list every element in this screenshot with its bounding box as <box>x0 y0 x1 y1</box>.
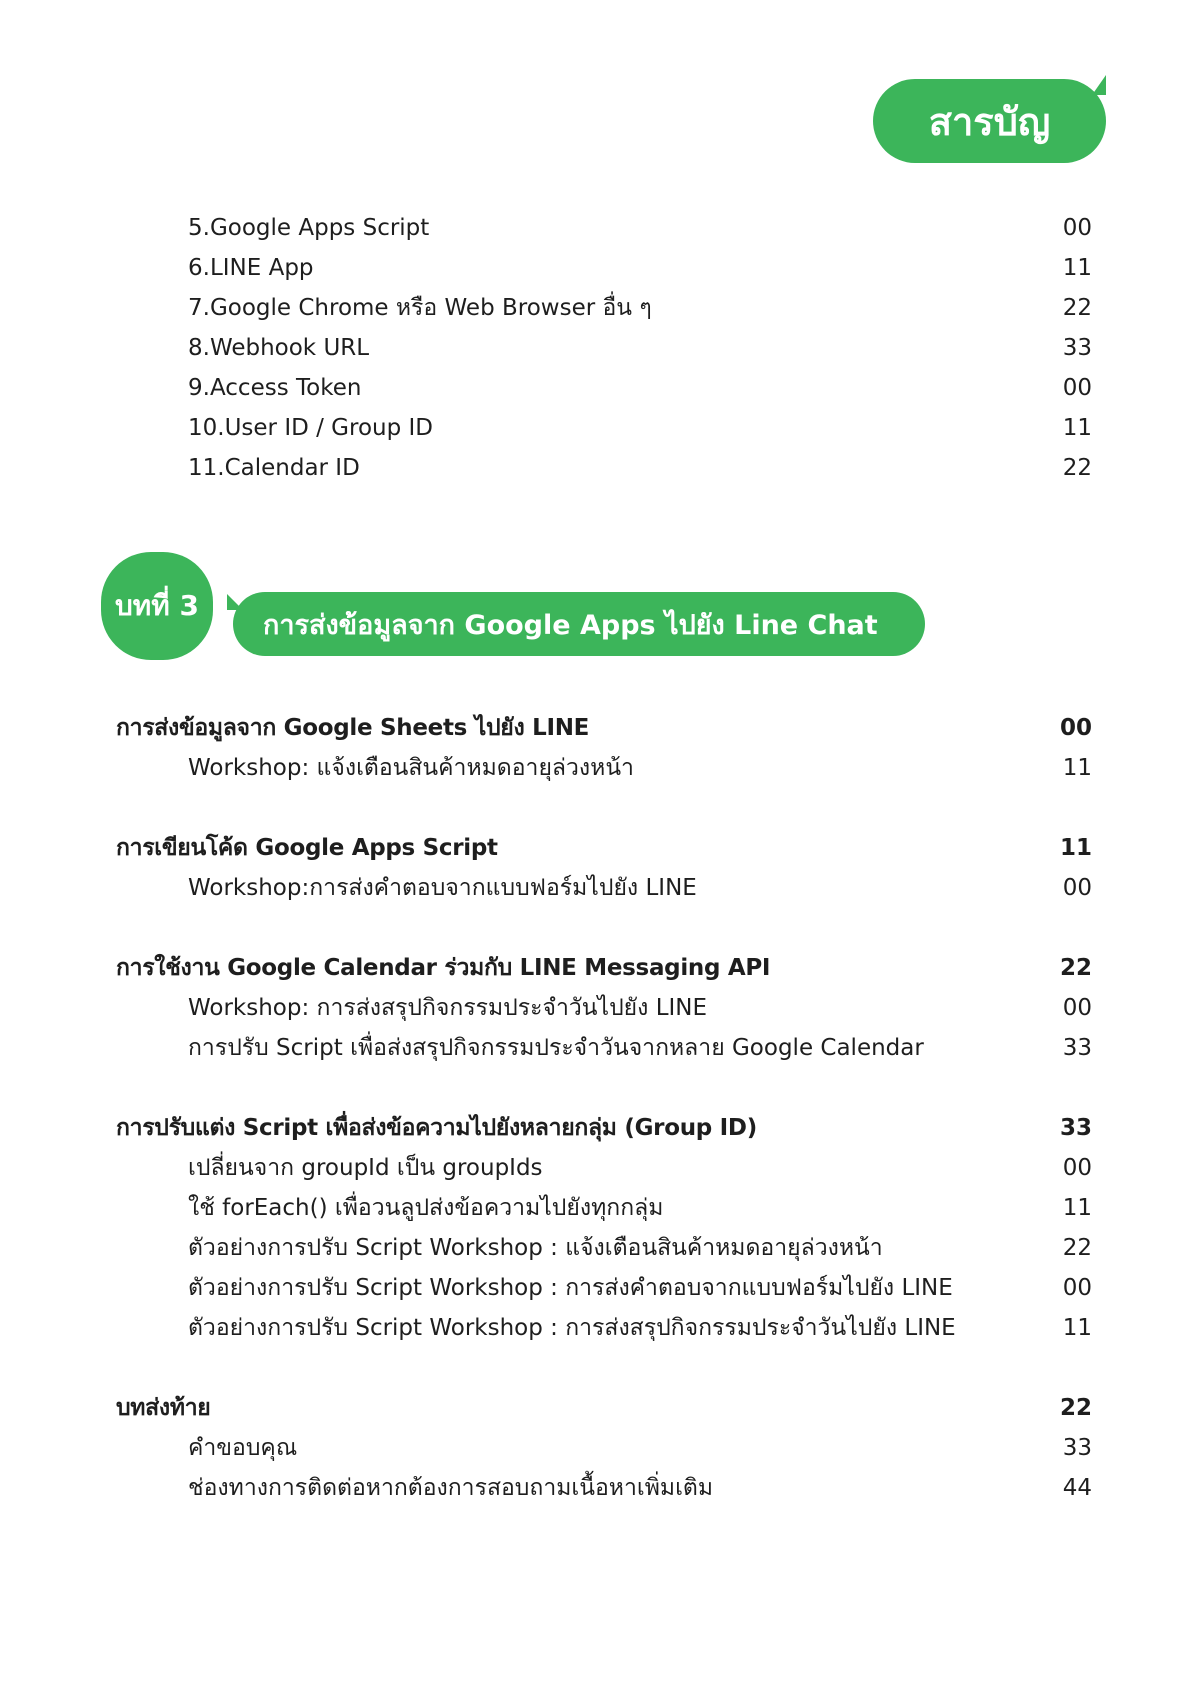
toc-entry-page: 11 <box>1062 415 1092 441</box>
toc-entry[interactable] <box>0 210 1190 246</box>
toc-subentry-page: 44 <box>1062 1475 1092 1501</box>
toc-subentry-label: ตัวอย่างการปรับ Script Workshop : การส่งคำตอบจากแบบฟอร์มไปยัง LINE <box>188 1275 953 1301</box>
toc-subentry[interactable] <box>0 1150 1190 1186</box>
chapter-number-badge <box>101 552 213 660</box>
toc-subentry[interactable] <box>0 750 1190 786</box>
toc-entry-page: 11 <box>1062 255 1092 281</box>
toc-entry[interactable] <box>0 410 1190 446</box>
chapter-title-banner <box>233 592 925 656</box>
toc-subentry[interactable] <box>0 1430 1190 1466</box>
toc-entry[interactable] <box>0 370 1190 406</box>
toc-subentry-label: ตัวอย่างการปรับ Script Workshop : แจ้งเตือนสินค้าหมดอายุล่วงหน้า <box>188 1235 883 1261</box>
toc-subentry-page: 33 <box>1062 1035 1092 1061</box>
toc-subentry-label: ช่องทางการติดต่อหากต้องการสอบถามเนื้อหาเพิ่มเติม <box>188 1475 714 1501</box>
toc-subentry-page: 11 <box>1062 755 1092 781</box>
toc-section-heading[interactable] <box>0 1110 1190 1146</box>
toc-section-page: 22 <box>1060 955 1093 981</box>
toc-entry-label: 8.Webhook URL <box>188 335 370 361</box>
toc-entry[interactable] <box>0 450 1190 486</box>
toc-subentry-label: Workshop:การส่งคำตอบจากแบบฟอร์มไปยัง LINE <box>188 875 697 901</box>
toc-subentry-page: 00 <box>1062 1275 1092 1301</box>
toc-section-title: บทส่งท้าย <box>116 1395 211 1421</box>
toc-section-heading[interactable] <box>0 1390 1190 1426</box>
toc-section-title: การส่งข้อมูลจาก Google Sheets ไปยัง LINE <box>116 715 590 741</box>
toc-subentry-label: Workshop: แจ้งเตือนสินค้าหมดอายุล่วงหน้า <box>188 755 634 781</box>
toc-section-page: 22 <box>1060 1395 1093 1421</box>
toc-section-title: การเขียนโค้ด Google Apps Script <box>116 835 498 861</box>
toc-entry-page: 00 <box>1062 375 1092 401</box>
toc-section-heading[interactable] <box>0 950 1190 986</box>
toc-subentry-label: ตัวอย่างการปรับ Script Workshop : การส่งสรุปกิจกรรมประจำวันไปยัง LINE <box>188 1315 956 1341</box>
toc-subentry-page: 33 <box>1062 1435 1092 1461</box>
toc-subentry-page: 00 <box>1062 1155 1092 1181</box>
toc-entry-page: 00 <box>1062 215 1092 241</box>
chapter-number: บทที่ 3 <box>115 589 199 622</box>
toc-subentry-label: การปรับ Script เพื่อส่งสรุปกิจกรรมประจำวันจากหลาย Google Calendar <box>188 1035 924 1061</box>
toc-section-page: 33 <box>1060 1115 1093 1141</box>
toc-subentry[interactable] <box>0 1270 1190 1306</box>
toc-entry-page: 33 <box>1062 335 1092 361</box>
toc-entry[interactable] <box>0 330 1190 366</box>
toc-subentry-page: 11 <box>1062 1315 1092 1341</box>
toc-entry-label: 9.Access Token <box>188 375 362 401</box>
toc-section-page: 11 <box>1060 835 1093 861</box>
toc-entry-label: 5.Google Apps Script <box>188 215 430 241</box>
toc-entry[interactable] <box>0 290 1190 326</box>
toc-subentry-label: Workshop: การส่งสรุปกิจกรรมประจำวันไปยัง LINE <box>188 995 708 1021</box>
toc-subentry[interactable] <box>0 990 1190 1026</box>
banner-tail <box>227 594 243 610</box>
toc-entry-page: 22 <box>1062 295 1092 321</box>
toc-entry-label: 7.Google Chrome หรือ Web Browser อื่น ๆ <box>188 295 652 321</box>
toc-subentry[interactable] <box>0 1310 1190 1346</box>
toc-subentry[interactable] <box>0 1190 1190 1226</box>
toc-section-page: 00 <box>1060 715 1093 741</box>
toc-subentry-page: 00 <box>1062 995 1092 1021</box>
toc-section-title: การปรับแต่ง Script เพื่อส่งข้อความไปยังหลายกลุ่ม (Group ID) <box>116 1115 757 1141</box>
toc-entry[interactable] <box>0 250 1190 286</box>
toc-entry-label: 10.User ID / Group ID <box>188 415 434 441</box>
toc-entry-label: 6.LINE App <box>188 255 314 281</box>
toc-section-heading[interactable] <box>0 710 1190 746</box>
toc-subentry[interactable] <box>0 1470 1190 1506</box>
toc-section-title: การใช้งาน Google Calendar ร่วมกับ LINE Messaging API <box>116 955 771 981</box>
chapter-title: การส่งข้อมูลจาก Google Apps ไปยัง Line Chat <box>263 609 878 641</box>
toc-subentry[interactable] <box>0 1230 1190 1266</box>
toc-subentry-label: เปลี่ยนจาก groupId เป็น groupIds <box>188 1155 543 1181</box>
toc-subentry[interactable] <box>0 870 1190 906</box>
toc-title: สารบัญ <box>928 99 1051 144</box>
toc-title-badge <box>873 79 1106 163</box>
toc-entry-label: 11.Calendar ID <box>188 455 360 481</box>
badge-tail <box>1092 75 1106 95</box>
toc-subentry[interactable] <box>0 1030 1190 1066</box>
toc-section-heading[interactable] <box>0 830 1190 866</box>
toc-subentry-label: ใช้ forEach() เพื่อวนลูปส่งข้อความไปยังทุกกลุ่ม <box>188 1195 664 1221</box>
toc-subentry-label: คำขอบคุณ <box>188 1435 298 1461</box>
toc-subentry-page: 22 <box>1062 1235 1092 1261</box>
toc-subentry-page: 11 <box>1062 1195 1092 1221</box>
toc-entry-page: 22 <box>1062 455 1092 481</box>
toc-subentry-page: 00 <box>1062 875 1092 901</box>
